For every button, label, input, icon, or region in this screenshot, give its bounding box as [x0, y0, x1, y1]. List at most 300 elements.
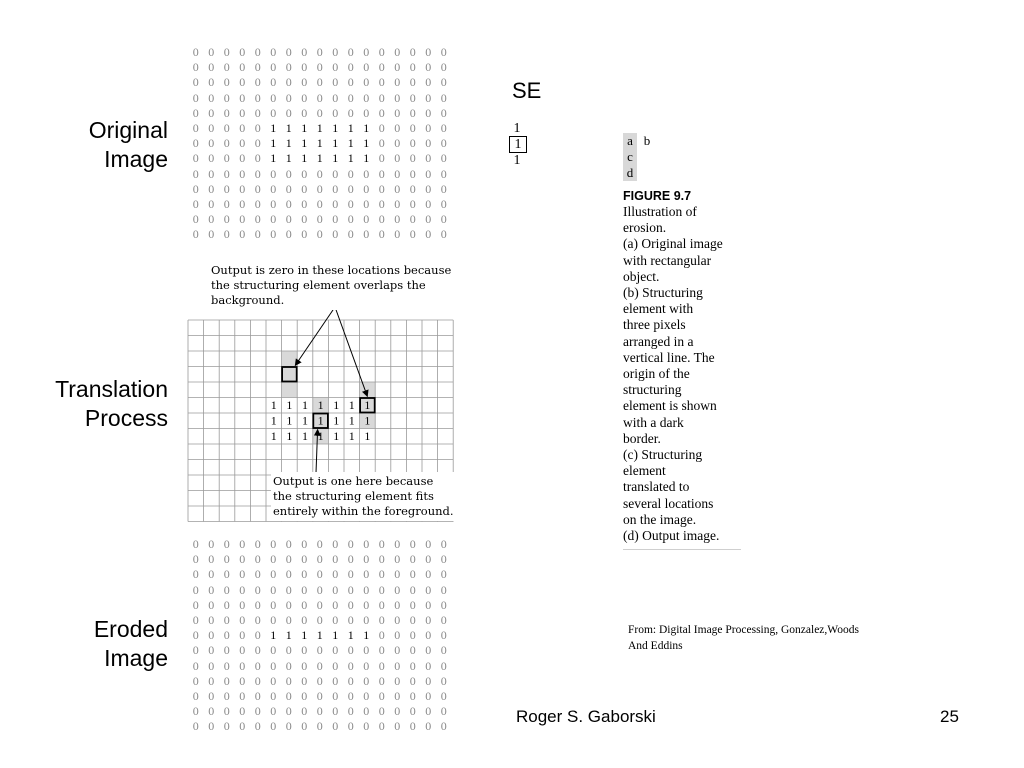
original-matrix-cell: 0: [192, 90, 199, 105]
eroded-matrix-cell: 0: [316, 704, 323, 719]
original-matrix-cell: 0: [223, 136, 230, 151]
original-matrix-cell: 0: [425, 45, 432, 59]
eroded-matrix-cell: 0: [239, 688, 246, 703]
eroded-matrix-cell: 0: [347, 719, 354, 734]
eroded-matrix-cell: 0: [208, 537, 215, 551]
grid-value: 1: [348, 413, 355, 428]
eroded-matrix-cell: 0: [332, 658, 339, 673]
eroded-matrix-cell: 0: [239, 612, 246, 627]
original-matrix-cell: 0: [285, 196, 292, 211]
eroded-matrix-cell: 0: [192, 567, 199, 582]
original-matrix-cell: 0: [223, 60, 230, 75]
original-matrix-cell: 0: [254, 90, 261, 105]
eroded-matrix-cell: 0: [394, 673, 401, 688]
original-matrix-cell: 0: [378, 227, 385, 242]
original-matrix-cell: 0: [378, 212, 385, 227]
original-matrix-cell: 0: [208, 227, 215, 242]
eroded-matrix-cell: 0: [347, 673, 354, 688]
original-matrix-cell: 0: [425, 196, 432, 211]
grid-value: 1: [348, 429, 355, 444]
original-matrix-cell: 0: [394, 45, 401, 59]
callout-zero: [209, 263, 454, 310]
original-matrix-cell: 0: [363, 227, 370, 242]
original-matrix-cell: 0: [409, 75, 416, 90]
original-matrix-cell: 0: [425, 90, 432, 105]
eroded-label-line2: Image: [104, 645, 168, 671]
eroded-matrix-cell: 0: [409, 688, 416, 703]
original-matrix-cell: 1: [363, 120, 370, 135]
original-matrix-cell: 0: [409, 212, 416, 227]
grid-value: 1: [364, 429, 371, 444]
grid-value: 1: [364, 398, 371, 413]
eroded-matrix-cell: 0: [378, 597, 385, 612]
original-matrix-cell: 0: [425, 105, 432, 120]
eroded-matrix-cell: 0: [208, 612, 215, 627]
eroded-matrix-cell: 0: [223, 704, 230, 719]
eroded-matrix-cell: 0: [301, 552, 308, 567]
original-matrix-cell: 0: [301, 45, 308, 59]
original-matrix-cell: 0: [223, 196, 230, 211]
eroded-matrix-cell: 0: [239, 567, 246, 582]
eroded-matrix-cell: 0: [363, 704, 370, 719]
eroded-matrix-cell: 0: [363, 597, 370, 612]
eroded-matrix-cell: 0: [425, 688, 432, 703]
original-matrix-cell: 0: [425, 75, 432, 90]
original-matrix-cell: 0: [394, 227, 401, 242]
original-matrix-cell: 0: [378, 60, 385, 75]
eroded-matrix-cell: 0: [425, 567, 432, 582]
original-matrix-cell: 0: [254, 45, 261, 59]
figure-caption-line: arranged in a: [623, 333, 694, 349]
eroded-matrix-cell: 0: [254, 537, 261, 551]
eroded-matrix-cell: 0: [440, 673, 447, 688]
eroded-matrix-cell: 0: [192, 658, 199, 673]
eroded-matrix-cell: 0: [192, 628, 199, 643]
original-matrix-cell: 0: [440, 75, 447, 90]
original-matrix-cell: 0: [270, 196, 277, 211]
original-matrix-cell: 0: [192, 45, 199, 59]
structuring-element: [509, 121, 527, 168]
original-matrix-cell: 0: [239, 136, 246, 151]
original-matrix-cell: 0: [208, 196, 215, 211]
original-matrix-cell: 0: [254, 212, 261, 227]
original-matrix-cell: 0: [192, 136, 199, 151]
original-matrix-cell: 0: [254, 151, 261, 166]
slide-author: Roger S. Gaborski: [516, 707, 656, 726]
original-matrix-cell: 0: [254, 166, 261, 181]
eroded-matrix-cell: 0: [332, 582, 339, 597]
eroded-matrix-cell: 0: [285, 643, 292, 658]
eroded-matrix-cell: 0: [192, 704, 199, 719]
grid-value: 1: [348, 398, 355, 413]
original-matrix-cell: 0: [270, 90, 277, 105]
eroded-matrix-cell: 0: [208, 658, 215, 673]
original-matrix-cell: 0: [239, 227, 246, 242]
original-matrix-cell: 0: [223, 105, 230, 120]
source-line1: From: Digital Image Processing, Gonzalez,Woods: [628, 624, 859, 636]
original-matrix-cell: 0: [316, 45, 323, 59]
eroded-matrix-cell: 0: [285, 597, 292, 612]
se-title: SE: [512, 78, 542, 103]
eroded-matrix-cell: 0: [394, 552, 401, 567]
eroded-matrix-cell: 0: [425, 704, 432, 719]
eroded-matrix-cell: 0: [440, 597, 447, 612]
grid-value: 1: [302, 413, 308, 428]
eroded-matrix-cell: 0: [223, 567, 230, 582]
grid-value: 1: [286, 413, 293, 428]
eroded-matrix-cell: 0: [254, 597, 261, 612]
original-matrix-cell: 0: [254, 75, 261, 90]
eroded-matrix-cell: 0: [239, 537, 246, 551]
original-matrix-cell: 0: [347, 45, 354, 59]
original-matrix-cell: 0: [378, 90, 385, 105]
eroded-matrix-cell: 0: [270, 704, 277, 719]
eroded-matrix-cell: 0: [332, 567, 339, 582]
eroded-matrix-cell: 0: [208, 552, 215, 567]
original-matrix-cell: 0: [378, 75, 385, 90]
eroded-matrix-cell: 0: [254, 719, 261, 734]
original-matrix-cell: 0: [223, 212, 230, 227]
se-shaded-region: [282, 351, 298, 398]
eroded-matrix-cell: 0: [378, 673, 385, 688]
callout-one: [271, 472, 456, 521]
original-matrix-cell: 0: [425, 151, 432, 166]
original-matrix-cell: 0: [316, 60, 323, 75]
eroded-matrix-cell: 0: [409, 643, 416, 658]
eroded-matrix-cell: 0: [378, 704, 385, 719]
eroded-matrix-cell: 0: [347, 552, 354, 567]
figure-caption-line: erosion.: [623, 220, 667, 236]
original-matrix-cell: 0: [409, 166, 416, 181]
panel-key-row: [623, 133, 657, 149]
eroded-matrix-cell: 0: [347, 597, 354, 612]
eroded-matrix-cell: 0: [332, 552, 339, 567]
eroded-matrix-cell: 0: [378, 612, 385, 627]
original-matrix-cell: 0: [239, 181, 246, 196]
original-matrix-cell: 0: [192, 166, 199, 181]
eroded-matrix-cell: 0: [208, 582, 215, 597]
original-matrix-cell: 0: [378, 120, 385, 135]
figure-caption-line: (c) Structuring: [623, 447, 703, 463]
original-matrix-cell: 0: [270, 75, 277, 90]
eroded-matrix-cell: 0: [316, 658, 323, 673]
eroded-matrix-cell: 0: [347, 643, 354, 658]
figure-caption-line: (a) Original image: [623, 236, 723, 252]
original-matrix-cell: 0: [239, 151, 246, 166]
original-label-line1: Original: [88, 117, 168, 143]
eroded-matrix-cell: 0: [316, 612, 323, 627]
panel-key: [623, 133, 657, 181]
slide-number: 25: [940, 707, 959, 726]
original-matrix-cell: 0: [425, 227, 432, 242]
eroded-matrix-cell: 0: [301, 582, 308, 597]
eroded-matrix-cell: 0: [301, 704, 308, 719]
eroded-matrix-cell: 0: [332, 688, 339, 703]
original-matrix-cell: 1: [363, 136, 370, 151]
eroded-matrix-cell: 0: [208, 688, 215, 703]
original-matrix-cell: 0: [394, 60, 401, 75]
eroded-matrix-cell: 1: [347, 628, 354, 643]
original-matrix-cell: 0: [332, 212, 339, 227]
original-matrix-cell: 0: [394, 75, 401, 90]
eroded-matrix-cell: 0: [378, 658, 385, 673]
eroded-matrix-cell: 0: [316, 643, 323, 658]
eroded-matrix-cell: 0: [409, 673, 416, 688]
eroded-matrix-cell: 0: [394, 704, 401, 719]
figure-caption-line: several locations: [623, 495, 714, 511]
eroded-matrix-cell: 0: [285, 582, 292, 597]
eroded-label-line1: Eroded: [93, 616, 168, 642]
eroded-matrix-cell: 0: [363, 537, 370, 551]
eroded-matrix-cell: 0: [409, 552, 416, 567]
panel-key-letter: c: [623, 149, 637, 165]
original-matrix-cell: 0: [378, 136, 385, 151]
eroded-matrix-cell: 0: [285, 673, 292, 688]
original-matrix-cell: 0: [347, 105, 354, 120]
eroded-matrix-cell: 0: [223, 582, 230, 597]
callout-one-line1: Output is one here because: [273, 474, 434, 488]
original-matrix-cell: 0: [254, 136, 261, 151]
eroded-matrix-cell: 0: [254, 673, 261, 688]
original-matrix-cell: 0: [316, 75, 323, 90]
original-matrix-cell: 0: [239, 105, 246, 120]
eroded-matrix-cell: 0: [192, 673, 199, 688]
grid-value: 1: [333, 398, 340, 413]
eroded-matrix-cell: 0: [440, 552, 447, 567]
eroded-matrix-cell: 0: [223, 628, 230, 643]
original-matrix-cell: 0: [254, 196, 261, 211]
original-matrix-cell: 0: [425, 120, 432, 135]
eroded-matrix-cell: 0: [316, 719, 323, 734]
eroded-matrix-cell: 1: [363, 628, 370, 643]
original-matrix-cell: 0: [394, 105, 401, 120]
eroded-matrix-cell: 0: [239, 597, 246, 612]
original-matrix-cell: 0: [208, 105, 215, 120]
eroded-matrix-cell: 0: [301, 612, 308, 627]
eroded-matrix-cell: 0: [270, 582, 277, 597]
original-matrix-cell: 0: [254, 105, 261, 120]
eroded-matrix-cell: 0: [332, 673, 339, 688]
original-matrix-cell: 0: [409, 136, 416, 151]
panel-key-row: [623, 149, 657, 165]
eroded-matrix-cell: 0: [208, 719, 215, 734]
eroded-matrix-cell: 0: [440, 688, 447, 703]
eroded-matrix-cell: 0: [192, 537, 199, 551]
original-matrix-cell: 1: [363, 151, 370, 166]
eroded-matrix-cell: 0: [332, 643, 339, 658]
eroded-matrix-cell: 0: [409, 597, 416, 612]
eroded-matrix-cell: 0: [254, 582, 261, 597]
panel-key-letter: d: [623, 165, 637, 181]
original-matrix-cell: 0: [378, 151, 385, 166]
se-origin-cell: 1: [509, 136, 527, 153]
eroded-matrix-cell: 0: [378, 582, 385, 597]
original-matrix-cell: 0: [270, 166, 277, 181]
original-matrix-cell: 0: [239, 90, 246, 105]
eroded-matrix-cell: 0: [378, 567, 385, 582]
eroded-matrix-cell: 0: [239, 628, 246, 643]
original-matrix-cell: 0: [223, 181, 230, 196]
eroded-matrix-cell: 0: [440, 704, 447, 719]
eroded-matrix-cell: 1: [316, 628, 323, 643]
eroded-matrix-cell: 0: [285, 719, 292, 734]
original-matrix-cell: 0: [409, 90, 416, 105]
eroded-matrix-cell: 0: [192, 597, 199, 612]
eroded-matrix-cell: 0: [409, 582, 416, 597]
original-matrix-cell: 0: [378, 181, 385, 196]
eroded-matrix-cell: 1: [270, 628, 277, 643]
caption-divider: [623, 549, 741, 550]
original-matrix-cell: 0: [316, 166, 323, 181]
eroded-matrix-cell: 0: [192, 582, 199, 597]
eroded-matrix-cell: 0: [239, 673, 246, 688]
callout-arrow: [295, 307, 335, 366]
original-matrix-cell: 0: [301, 227, 308, 242]
original-matrix-cell: 0: [409, 181, 416, 196]
grid-value: 1: [302, 429, 308, 444]
original-matrix-cell: 0: [208, 45, 215, 59]
eroded-matrix-cell: 0: [363, 552, 370, 567]
figure-caption-line: with rectangular: [623, 252, 712, 268]
original-matrix-cell: 0: [440, 136, 447, 151]
eroded-matrix-cell: 0: [409, 658, 416, 673]
eroded-matrix-cell: 0: [347, 612, 354, 627]
figure-caption-line: (b) Structuring: [623, 285, 703, 301]
eroded-matrix-cell: 0: [378, 552, 385, 567]
original-matrix-cell: 0: [223, 166, 230, 181]
eroded-matrix-cell: 0: [223, 537, 230, 551]
eroded-matrix-cell: 0: [409, 719, 416, 734]
original-matrix-cell: 0: [363, 45, 370, 59]
original-matrix-cell: 0: [208, 75, 215, 90]
original-matrix-cell: 0: [270, 227, 277, 242]
original-matrix-cell: 0: [347, 60, 354, 75]
original-matrix-cell: 0: [239, 196, 246, 211]
eroded-matrix-cell: 0: [270, 643, 277, 658]
original-matrix-cell: 0: [425, 136, 432, 151]
original-matrix-cell: 0: [363, 75, 370, 90]
eroded-matrix-cell: 0: [394, 612, 401, 627]
eroded-matrix-cell: 0: [301, 597, 308, 612]
figure-caption-line: element: [623, 463, 666, 479]
eroded-matrix-cell: 0: [270, 567, 277, 582]
eroded-matrix-cell: 0: [254, 643, 261, 658]
original-matrix-cell: 0: [332, 105, 339, 120]
original-matrix-cell: 0: [301, 196, 308, 211]
eroded-matrix-cell: 0: [254, 658, 261, 673]
grid-value: 1: [286, 398, 293, 413]
original-matrix-cell: 0: [285, 75, 292, 90]
eroded-matrix-cell: 0: [192, 688, 199, 703]
original-matrix-cell: 0: [316, 227, 323, 242]
original-matrix-cell: 0: [316, 90, 323, 105]
eroded-matrix-cell: 0: [223, 719, 230, 734]
grid-value: 1: [364, 413, 371, 428]
eroded-matrix-cell: 0: [192, 643, 199, 658]
original-matrix-cell: 0: [440, 166, 447, 181]
original-matrix-cell: 0: [363, 196, 370, 211]
original-matrix-cell: 0: [394, 151, 401, 166]
eroded-matrix-cell: 0: [363, 567, 370, 582]
original-matrix-cell: 0: [270, 212, 277, 227]
eroded-matrix-cell: 0: [270, 719, 277, 734]
original-matrix-cell: 0: [363, 90, 370, 105]
grid-value: 1: [317, 413, 324, 428]
eroded-matrix-cell: 0: [394, 688, 401, 703]
figure-caption-line: on the image.: [623, 511, 697, 527]
eroded-matrix-cell: 0: [394, 658, 401, 673]
original-matrix-cell: 0: [239, 166, 246, 181]
original-matrix-cell: 0: [239, 75, 246, 90]
eroded-matrix-cell: 0: [223, 552, 230, 567]
eroded-matrix-cell: 0: [394, 719, 401, 734]
eroded-matrix-cell: 0: [301, 719, 308, 734]
original-matrix-cell: 1: [301, 120, 308, 135]
eroded-matrix-cell: 0: [394, 582, 401, 597]
original-matrix-cell: 0: [347, 75, 354, 90]
eroded-matrix-cell: 0: [270, 658, 277, 673]
original-matrix-cell: 0: [270, 181, 277, 196]
eroded-matrix-cell: 0: [394, 628, 401, 643]
original-matrix-cell: 1: [332, 120, 339, 135]
eroded-matrix-cell: 0: [425, 552, 432, 567]
eroded-matrix-cell: 0: [223, 643, 230, 658]
original-matrix-cell: 0: [332, 181, 339, 196]
eroded-matrix-cell: 0: [270, 688, 277, 703]
original-matrix-cell: 0: [378, 196, 385, 211]
original-matrix-cell: 0: [409, 105, 416, 120]
original-matrix-cell: 0: [301, 181, 308, 196]
original-matrix-cell: 0: [409, 120, 416, 135]
original-matrix-cell: 1: [316, 151, 323, 166]
eroded-matrix-cell: 0: [208, 704, 215, 719]
original-matrix-cell: 0: [208, 166, 215, 181]
original-matrix-cell: 0: [223, 90, 230, 105]
eroded-matrix-cell: 0: [332, 537, 339, 551]
eroded-matrix-cell: 0: [316, 673, 323, 688]
eroded-matrix-cell: 0: [347, 567, 354, 582]
original-matrix-cell: 0: [425, 166, 432, 181]
callout-one-line2: the structuring element fits: [273, 489, 434, 503]
original-matrix-cell: 0: [301, 90, 308, 105]
eroded-matrix-cell: 0: [208, 597, 215, 612]
eroded-matrix-cell: 0: [440, 537, 447, 551]
eroded-matrix-cell: 1: [285, 628, 292, 643]
original-matrix-cell: 0: [363, 60, 370, 75]
eroded-matrix-cell: 0: [301, 643, 308, 658]
original-matrix-cell: 1: [285, 151, 292, 166]
figure-title: FIGURE 9.7: [623, 189, 692, 203]
original-matrix-cell: 0: [192, 120, 199, 135]
original-matrix-cell: 0: [301, 166, 308, 181]
eroded-matrix-cell: 0: [363, 673, 370, 688]
eroded-matrix-cell: 0: [254, 688, 261, 703]
eroded-matrix-cell: 0: [316, 688, 323, 703]
eroded-matrix-cell: 0: [254, 567, 261, 582]
eroded-matrix-cell: 0: [409, 537, 416, 551]
original-matrix-cell: 0: [208, 151, 215, 166]
figure-caption-line: element with: [623, 301, 694, 317]
eroded-matrix-cell: 0: [285, 704, 292, 719]
eroded-matrix-cell: 0: [440, 643, 447, 658]
eroded-matrix-cell: 0: [285, 612, 292, 627]
original-matrix-cell: 0: [301, 60, 308, 75]
original-matrix-cell: 0: [440, 120, 447, 135]
eroded-matrix-cell: 0: [192, 612, 199, 627]
original-matrix-cell: 0: [440, 105, 447, 120]
eroded-matrix-cell: 0: [316, 552, 323, 567]
eroded-matrix-cell: 0: [394, 567, 401, 582]
